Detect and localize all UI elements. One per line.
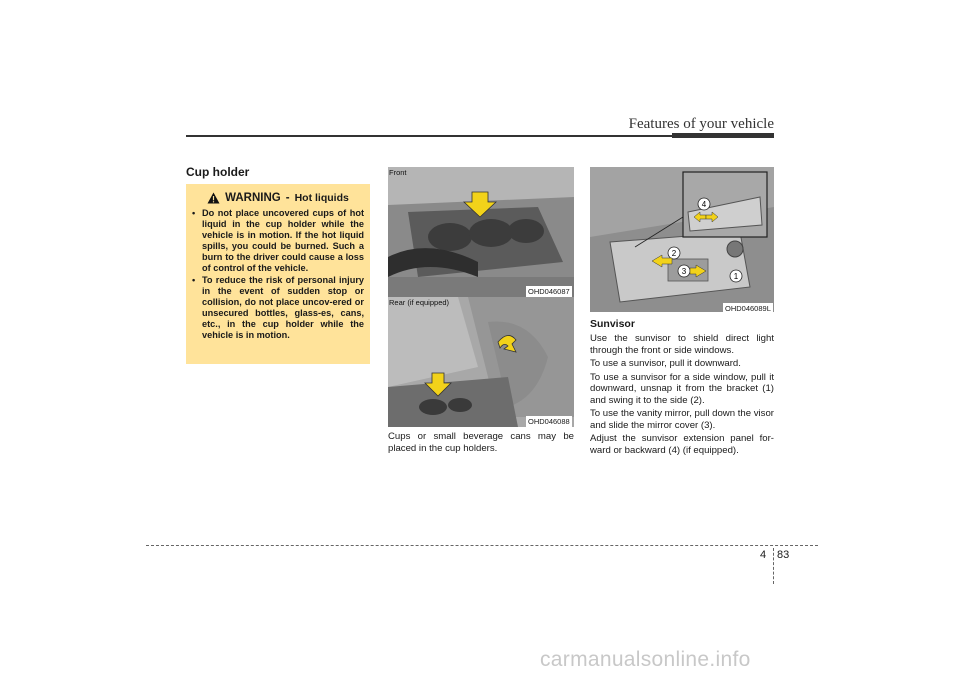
sunvisor-text <box>590 333 774 458</box>
sunvisor-paragraph: Use the sunvisor to shield direct light through the front or side windows. <box>590 333 774 356</box>
front-photo-code: OHD046087 <box>528 287 570 296</box>
warning-list <box>192 208 364 341</box>
sunvisor-paragraph: To use a sunvisor, pull it downward. <box>590 358 741 369</box>
warning-subtitle: Hot liquids <box>294 192 349 204</box>
footer-chapter-number: 4 <box>760 549 767 561</box>
callout-4: 4 <box>701 200 707 209</box>
sunvisor-paragraph: Adjust the sunvisor extension panel for-ward or backward (4) (if equipped). <box>590 433 774 456</box>
sunvisor-paragraph: To use the vanity mirror, pull down the visor and slide the mirror cover (3). <box>590 408 774 431</box>
footer-rule <box>146 545 818 546</box>
sunvisor-title: Sunvisor <box>590 318 635 330</box>
warning-dash: - <box>285 192 290 204</box>
sunvisor-photo-code: OHD046089L <box>725 304 771 313</box>
section-title: Cup holder <box>186 165 250 179</box>
cupholder-paragraph: Cups or small beverage cans may be placed in the cup holders. <box>388 431 574 454</box>
warning-item: • Do not place uncovered cups of hot liquid in the cup holder while the vehicle is in motion. If the hot liquid spills, you could be burned. Such a burn to the driver could cause a loss of control of the vehicle. <box>192 208 364 274</box>
footer-page-number: 83 <box>777 549 790 561</box>
warning-triangle-icon <box>207 192 220 204</box>
sunvisor-paragraph: To use a sunvisor for a side window, pull it downward, unsnap it from the bracket (1) and swing it to the side (2). <box>590 371 774 406</box>
warning-word: WARNING <box>225 192 281 204</box>
footer-divider <box>773 548 774 584</box>
front-cupholder-photo <box>388 167 574 297</box>
page-header-title: Features of your vehicle <box>628 116 774 132</box>
warning-item: • To reduce the risk of personal injury in the event of sudden stop or collision, do not place uncov-ered or unsecured bottles, glass-es, cans, etc., in the cup holder while the vehicle is in motion. <box>192 275 364 341</box>
warning-heading <box>192 192 364 204</box>
watermark: carmanualsonline.info <box>540 648 751 671</box>
callout-1: 1 <box>733 272 739 281</box>
front-label-overlay: Front <box>389 168 407 177</box>
callout-3: 3 <box>681 267 687 276</box>
rear-photo-code: OHD046088 <box>528 417 570 426</box>
rear-photo-caption: Rear (if equipped) <box>389 298 450 307</box>
callout-2: 2 <box>671 249 677 258</box>
sunvisor-photo <box>590 167 774 312</box>
header-accent-bar <box>672 133 774 138</box>
warning-box <box>186 184 370 364</box>
rear-cupholder-photo <box>388 297 574 427</box>
